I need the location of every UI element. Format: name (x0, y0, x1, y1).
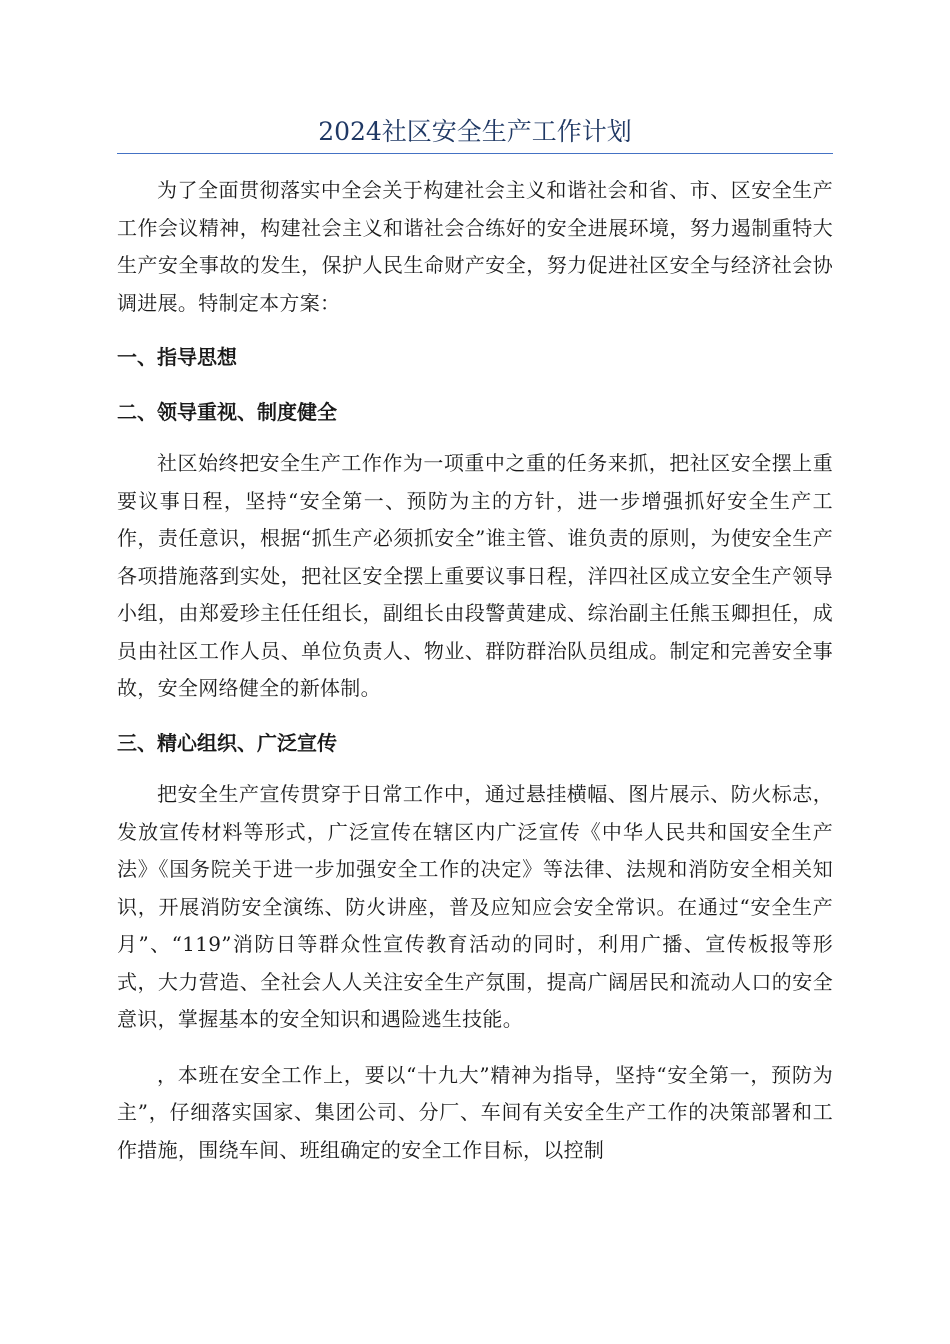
section-heading-publicity: 三、精心组织、广泛宣传 (117, 730, 337, 755)
section-heading-guiding-ideology: 一、指导思想 (117, 345, 237, 369)
team-safety-paragraph: ，本班在安全工作上，要以“十九大”精神为指导，坚持“安全第一，预防为主”，仔细落实国家、集团公司、分厂、车间有关安全生产工作的决策部署和工作措施，围绕车间、班组确定的安全工作目标，以控制 (117, 1062, 833, 1162)
leadership-paragraph: 社区始终把安全生产工作作为一项重中之重的任务来抓，把社区安全摆上重要议事日程，坚持“安全第一、预防为主的方针，进一步增强抓好安全生产工作，责任意识，根据“抓生产必须抓安全”谁主管、谁负责的原则，为使安全生产各项措施落到实处，把社区安全摆上重要议事日程，洋四社区成立安全生产领导小组，由郑爱珍主任任组长，副组长由段警黄建成、综治副主任熊玉卿担任，成员由社区工作人员、单位负责人、物业、群防群治队员组成。制定和完善安全事故，安全网络健全的新体制。 (117, 451, 833, 700)
section-heading-leadership: 二、领导重视、制度健全 (117, 399, 337, 424)
title-underline (117, 153, 833, 154)
document-title: 2024社区安全生产工作计划 (318, 117, 632, 146)
intro-paragraph: 为了全面贯彻落实中全会关于构建社会主义和谐社会和省、市、区安全生产工作会议精神，构建社会主义和谐社会合练好的安全进展环境，努力遏制重特大生产安全事故的发生，保护人民生命财产安全，努力促进社区安全与经济社会协调进展。特制定本方案： (117, 178, 833, 315)
document-body (117, 172, 833, 1169)
publicity-paragraph: 把安全生产宣传贯穿于日常工作中，通过悬挂横幅、图片展示、防火标志，发放宣传材料等形式，广泛宣传在辖区内广泛宣传《中华人民共和国安全生产法》《国务院关于进一步加强安全工作的决定》等法律、法规和消防安全相关知识，开展消防安全演练、防火讲座，普及应知应会安全常识。在通过“安全生产月”、“119”消防日等群众性宣传教育活动的同时，利用广播、宣传板报等形式，大力营造、全社会人人关注安全生产氛围，提高广阔居民和流动人口的安全意识，掌握基本的安全知识和遇险逃生技能。 (117, 782, 833, 1031)
